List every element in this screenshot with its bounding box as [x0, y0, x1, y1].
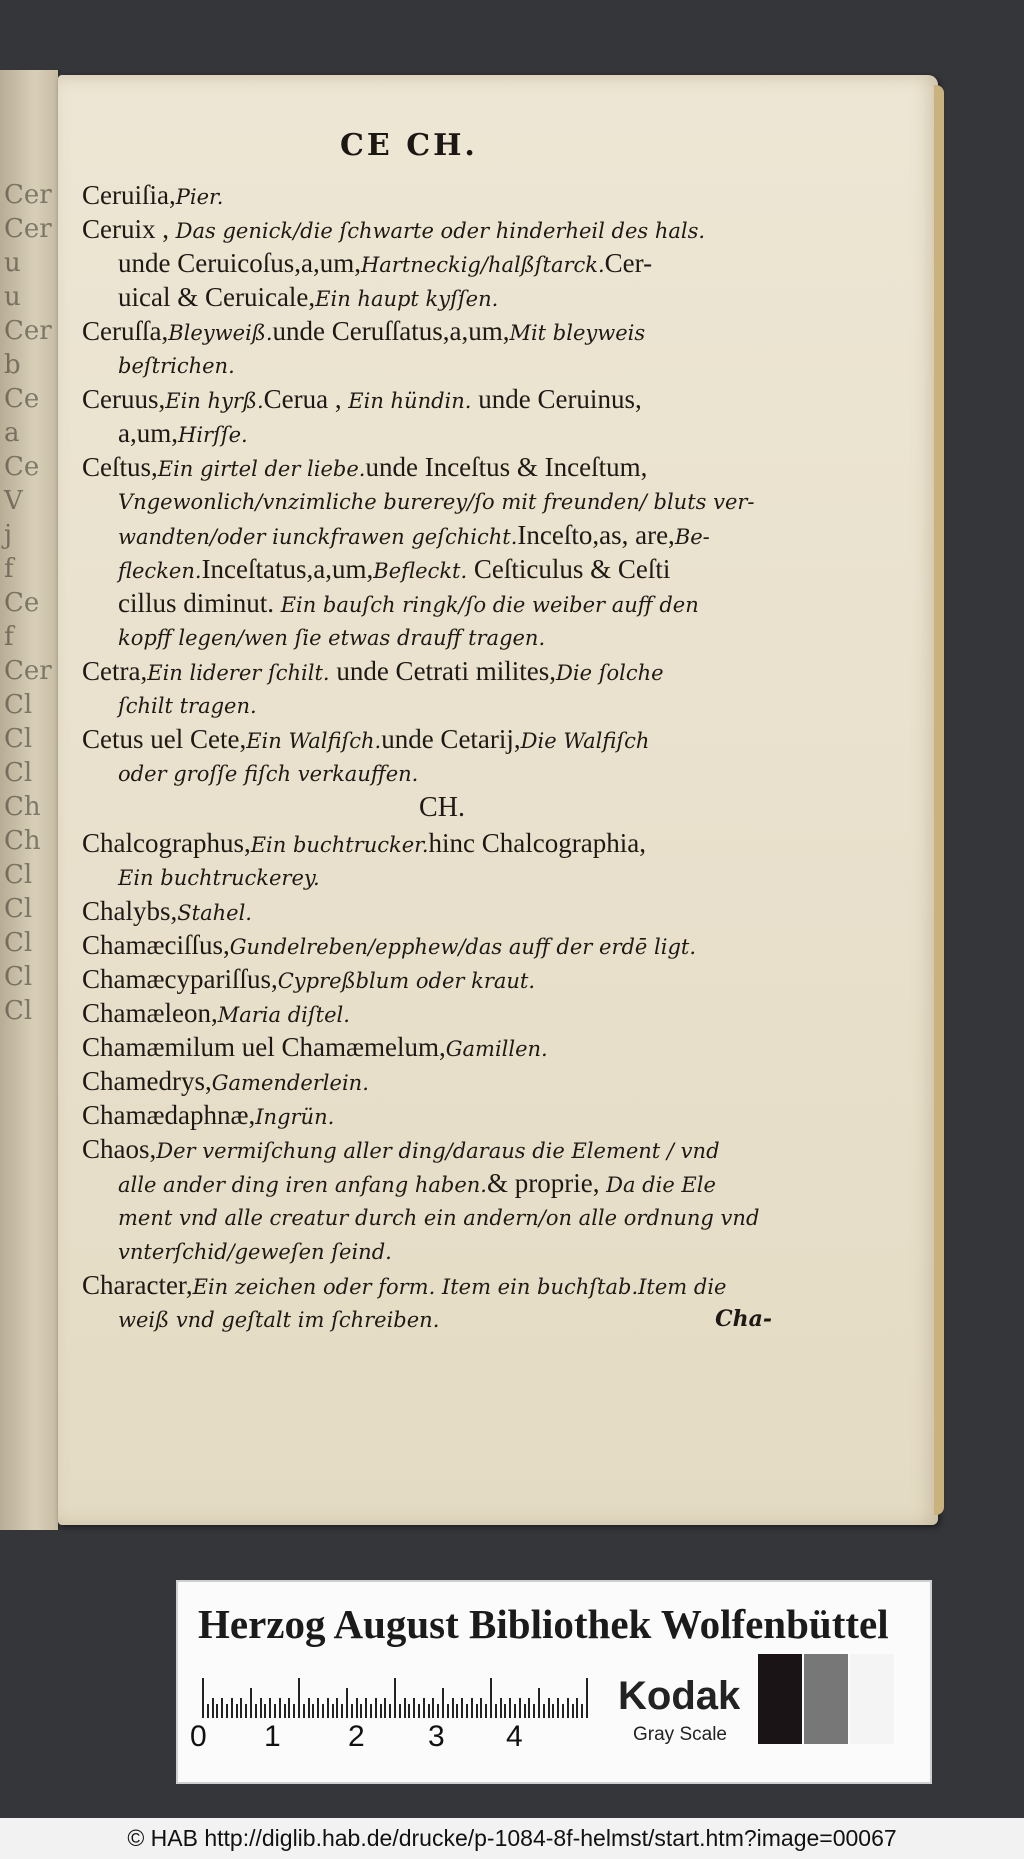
ruler-tick: [370, 1704, 372, 1718]
left-page-fragment: f: [4, 554, 14, 584]
german-gloss: flecken.: [118, 559, 202, 583]
ruler-tick: [476, 1704, 478, 1718]
latin-term: Cer-: [604, 248, 653, 278]
ruler-tick: [269, 1698, 271, 1718]
ruler-tick: [442, 1688, 444, 1718]
text-line: [82, 586, 772, 620]
left-page-fragment: Cer: [4, 214, 52, 244]
german-gloss: Be-: [674, 525, 710, 549]
german-gloss: Ein buchtruckerey.: [118, 866, 320, 890]
section-heading: CH.: [419, 792, 465, 823]
ruler-number: 1: [264, 1720, 281, 1753]
ruler-tick: [480, 1698, 482, 1718]
latin-term: Ceruus,: [82, 384, 166, 414]
text-line: [82, 1132, 772, 1166]
ruler-tick: [399, 1704, 401, 1718]
german-gloss: Ein hyrß.: [165, 389, 264, 413]
german-gloss: Bleyweiß.: [168, 321, 273, 345]
ruler-number: 2: [348, 1720, 365, 1753]
text-line: [82, 826, 772, 860]
latin-term: cillus diminut.: [118, 588, 275, 618]
ruler-tick: [432, 1698, 434, 1718]
german-gloss: Hartneckig/halßſtarck.: [360, 253, 605, 277]
ruler-tick: [202, 1678, 204, 1718]
german-gloss: Hirſſe.: [178, 423, 248, 447]
left-page-fragment: Cl: [4, 894, 33, 924]
ruler-tick: [490, 1678, 492, 1718]
german-gloss: Stahel.: [177, 901, 252, 925]
ruler-tick: [509, 1698, 511, 1718]
ruler-tick: [552, 1704, 554, 1718]
ruler-tick: [557, 1698, 559, 1718]
text-line: [82, 1166, 772, 1200]
ruler-tick: [500, 1698, 502, 1718]
latin-term: unde Inceſtus & Inceſtum,: [365, 452, 648, 482]
text-line: [82, 348, 772, 382]
left-page-fragment: Cer: [4, 180, 52, 210]
left-page-fragment: Cl: [4, 690, 33, 720]
left-page-fragment: j: [4, 520, 13, 550]
text-line: [82, 280, 772, 314]
ruler-tick: [384, 1698, 386, 1718]
text-line: [82, 382, 772, 416]
ruler-tick: [404, 1698, 406, 1718]
latin-term: Ceruſſa,: [82, 316, 169, 346]
german-gloss: Das genick/die ſchwarte oder hinderheil des hals.: [169, 219, 706, 243]
ruler-tick: [341, 1704, 343, 1718]
ruler-tick: [524, 1704, 526, 1718]
latin-term: Chalcographus,: [82, 828, 251, 858]
ruler-tick: [231, 1698, 233, 1718]
german-gloss: oder groſſe fiſch verkauffen.: [118, 762, 419, 786]
latin-term: Character,: [82, 1270, 193, 1300]
ruler-tick: [528, 1698, 530, 1718]
german-gloss: Ein bauſch ringk/ſo die weiber auff den: [274, 593, 699, 617]
latin-term: uical & Ceruicale,: [118, 282, 316, 312]
left-page-fragment: Cer: [4, 316, 52, 346]
left-page-fragment: Ce: [4, 384, 40, 414]
ruler-tick: [255, 1704, 257, 1718]
ruler-number: 3: [428, 1720, 445, 1753]
page-edge: [934, 85, 944, 1515]
ruler-tick: [389, 1704, 391, 1718]
left-page-fragment: Cl: [4, 928, 33, 958]
text-line: [82, 1030, 772, 1064]
text-line: [82, 722, 772, 756]
ruler-tick: [495, 1704, 497, 1718]
copyright-footer: © HAB http://diglib.hab.de/drucke/p-1084-8f-helmst/start.htm?image=00067: [0, 1818, 1024, 1859]
german-gloss: Mit bleyweis: [509, 321, 646, 345]
left-page-fragment: Cl: [4, 860, 33, 890]
latin-term: hinc Chalcographia,: [428, 828, 646, 858]
german-gloss: beſtrichen.: [118, 354, 235, 378]
text-line: [82, 450, 772, 484]
german-gloss: ſchilt tragen.: [118, 694, 257, 718]
left-page-fragment: Cer: [4, 656, 52, 686]
ruler-tick: [581, 1704, 583, 1718]
catchword: Cha-: [715, 1306, 772, 1332]
german-gloss: Ein Walfiſch.: [246, 729, 382, 753]
left-page-fragment: b: [4, 350, 21, 380]
text-line: [82, 212, 772, 246]
german-gloss: Ein zeichen oder form.: [192, 1275, 436, 1299]
kodak-logo: Kodak: [618, 1674, 741, 1718]
ruler-number: 4: [506, 1720, 523, 1753]
left-page-fragment: Cl: [4, 758, 33, 788]
german-gloss: wandten/oder iunckfrawen geſchicht.: [118, 525, 518, 549]
latin-term: a,um,: [118, 418, 178, 448]
left-page-fragment: Ce: [4, 588, 40, 618]
running-header: CE CH.: [340, 128, 478, 163]
ruler-tick: [226, 1704, 228, 1718]
ruler-tick: [207, 1704, 209, 1718]
ruler-tick: [212, 1698, 214, 1718]
text-line: [82, 1200, 772, 1234]
ruler-tick: [240, 1698, 242, 1718]
text-line: [82, 1234, 772, 1268]
ruler-tick: [356, 1698, 358, 1718]
latin-term: Cetra,: [82, 656, 148, 686]
german-gloss: kopff legen/wen ſie etwas drauff tragen.: [118, 626, 546, 650]
ruler-tick: [303, 1704, 305, 1718]
german-gloss: Ein buchtrucker.: [250, 833, 429, 857]
previous-page-edge: [0, 70, 60, 1530]
measuring-ruler: [202, 1678, 592, 1718]
latin-term: Chamedrys,: [82, 1066, 212, 1096]
ruler-tick: [332, 1704, 334, 1718]
ruler-tick: [466, 1704, 468, 1718]
left-page-fragment: Ce: [4, 452, 40, 482]
ruler-tick: [423, 1698, 425, 1718]
ruler-tick: [260, 1698, 262, 1718]
ruler-tick: [351, 1704, 353, 1718]
text-line: [82, 178, 772, 212]
german-gloss: weiß vnd geſtalt im ſchreiben.: [118, 1308, 440, 1332]
ruler-tick: [418, 1704, 420, 1718]
german-gloss: Ein haupt kyſſen.: [315, 287, 499, 311]
latin-term: & proprie,: [486, 1168, 600, 1198]
left-page-fragment: u: [4, 282, 21, 312]
ruler-tick: [533, 1704, 535, 1718]
left-page-fragment: f: [4, 622, 14, 652]
text-line: [82, 962, 772, 996]
german-gloss: Ein liderer ſchilt.: [147, 661, 330, 685]
text-line: [82, 1098, 772, 1132]
left-page-fragment: u: [4, 248, 21, 278]
german-gloss: alle ander ding iren anfang haben.: [118, 1173, 487, 1197]
text-line: [82, 688, 772, 722]
ruler-tick: [317, 1698, 319, 1718]
german-gloss: Die ſolche: [556, 661, 664, 685]
german-gloss: Item ein buchſtab.: [435, 1275, 639, 1299]
text-line: [82, 1302, 772, 1336]
latin-term: unde Cetarij,: [381, 724, 521, 754]
text-line: [82, 1064, 772, 1098]
left-page-fragment: Ch: [4, 792, 41, 822]
german-gloss: Ein hündin.: [341, 389, 472, 413]
german-gloss: Da die Ele: [599, 1173, 716, 1197]
german-gloss: Gundelreben/epphew/das auff der erdē ligt.: [229, 935, 697, 959]
ruler-tick: [452, 1698, 454, 1718]
ruler-tick: [456, 1704, 458, 1718]
ruler-tick: [365, 1698, 367, 1718]
ruler-tick: [437, 1704, 439, 1718]
ruler-tick: [308, 1698, 310, 1718]
latin-term: Chamædaphnæ,: [82, 1100, 256, 1130]
latin-term: unde Ceruinus,: [471, 384, 642, 414]
ruler-tick: [447, 1704, 449, 1718]
text-line: [82, 1268, 772, 1302]
latin-term: unde Cetrati milites,: [329, 656, 557, 686]
german-gloss: vnterſchid/geweſen ſeind.: [118, 1240, 392, 1264]
german-gloss: Vngewonlich/vnzimliche burerey/ſo mit freunden/ bluts ver-: [118, 490, 755, 514]
ruler-tick: [327, 1698, 329, 1718]
ruler-tick: [245, 1704, 247, 1718]
ruler-tick: [514, 1704, 516, 1718]
left-page-fragment: Cl: [4, 962, 33, 992]
dictionary-text: [82, 178, 772, 1336]
latin-term: Chamæmilum uel Chamæmelum,: [82, 1032, 446, 1062]
left-page-fragment: V: [4, 486, 23, 516]
ruler-tick: [413, 1698, 415, 1718]
latin-term: Ceſticulus & Ceſti: [467, 554, 671, 584]
german-gloss: Maria diſtel.: [217, 1003, 350, 1027]
ruler-tick: [312, 1704, 314, 1718]
text-line: [82, 552, 772, 586]
ruler-tick: [461, 1698, 463, 1718]
ruler-tick: [293, 1704, 295, 1718]
ruler-tick: [298, 1678, 300, 1718]
german-gloss: Cypreßblum oder kraut.: [277, 969, 536, 993]
ruler-tick: [519, 1698, 521, 1718]
german-gloss: Item die: [638, 1275, 727, 1299]
ruler-tick: [380, 1704, 382, 1718]
text-line: [82, 620, 772, 654]
ruler-tick: [375, 1698, 377, 1718]
gray-patch-white: [850, 1654, 894, 1744]
ruler-tick: [336, 1698, 338, 1718]
text-line: [82, 416, 772, 450]
ruler-tick: [485, 1704, 487, 1718]
left-page-fragment: Cl: [4, 724, 33, 754]
text-line: [82, 756, 772, 790]
latin-term: Cetus uel Cete,: [82, 724, 247, 754]
ruler-tick: [284, 1704, 286, 1718]
gray-patch-black: [758, 1654, 802, 1744]
latin-term: Cerua ,: [263, 384, 342, 414]
ruler-tick: [346, 1688, 348, 1718]
ruler-tick: [548, 1698, 550, 1718]
german-gloss: Befleckt.: [373, 559, 468, 583]
ruler-tick: [572, 1704, 574, 1718]
ruler-tick: [394, 1678, 396, 1718]
latin-term: Ceſtus,: [82, 452, 158, 482]
text-line: [82, 996, 772, 1030]
gray-patch-mid: [804, 1654, 848, 1744]
ruler-tick: [322, 1704, 324, 1718]
left-page-fragment: Cl: [4, 996, 33, 1026]
latin-term: Chamæcypariſſus,: [82, 964, 278, 994]
text-line: [82, 518, 772, 552]
ruler-tick: [586, 1678, 588, 1718]
text-line: [82, 246, 772, 280]
latin-term: Chalybs,: [82, 896, 178, 926]
text-line: [82, 654, 772, 688]
ruler-tick: [543, 1704, 545, 1718]
ruler-tick: [538, 1688, 540, 1718]
text-line: [82, 484, 772, 518]
german-gloss: ment vnd alle creatur durch ein andern/on alle ordnung vnd: [118, 1206, 760, 1230]
text-line: [82, 928, 772, 962]
text-line: [82, 860, 772, 894]
text-line: [82, 894, 772, 928]
ruler-tick: [250, 1688, 252, 1718]
latin-term: Inceſtatus,a,um,: [201, 554, 374, 584]
ruler-tick: [274, 1704, 276, 1718]
ruler-tick: [216, 1704, 218, 1718]
text-line: [82, 314, 772, 348]
ruler-tick: [471, 1698, 473, 1718]
german-gloss: Ingrün.: [255, 1105, 335, 1129]
ruler-tick: [562, 1704, 564, 1718]
left-page-fragment: a: [4, 418, 20, 448]
ruler-tick: [236, 1704, 238, 1718]
ruler-tick: [428, 1704, 430, 1718]
latin-term: Ceruix ,: [82, 214, 169, 244]
ruler-tick: [221, 1698, 223, 1718]
ruler-tick: [360, 1704, 362, 1718]
gray-scale-label: Gray Scale: [633, 1724, 727, 1745]
latin-term: Chamæleon,: [82, 998, 218, 1028]
latin-term: unde Ceruicoſus,a,um,: [118, 248, 361, 278]
latin-term: Inceſto,as, are,: [517, 520, 675, 550]
left-page-fragment: Ch: [4, 826, 41, 856]
institution-name: Herzog August Bibliothek Wolfenbüttel: [198, 1601, 889, 1647]
german-gloss: Gamillen.: [445, 1037, 548, 1061]
latin-term: Chaos,: [82, 1134, 157, 1164]
ruler-tick: [264, 1704, 266, 1718]
latin-term: Ceruiſia,: [82, 180, 176, 210]
ruler-tick: [408, 1704, 410, 1718]
color-target-card: [176, 1580, 932, 1784]
german-gloss: Gamenderlein.: [211, 1071, 369, 1095]
ruler-tick: [504, 1704, 506, 1718]
ruler-tick: [567, 1698, 569, 1718]
german-gloss: Die Walfiſch: [520, 729, 650, 753]
german-gloss: Der vermiſchung aller ding/daraus die Element / vnd: [156, 1139, 720, 1163]
ruler-number: 0: [190, 1720, 207, 1753]
german-gloss: Pier.: [175, 185, 224, 209]
ruler-tick: [576, 1698, 578, 1718]
ruler-tick: [288, 1698, 290, 1718]
latin-term: unde Ceruſſatus,a,um,: [272, 316, 510, 346]
latin-term: Chamæciſſus,: [82, 930, 230, 960]
ruler-tick: [279, 1698, 281, 1718]
german-gloss: Ein girtel der liebe.: [157, 457, 366, 481]
